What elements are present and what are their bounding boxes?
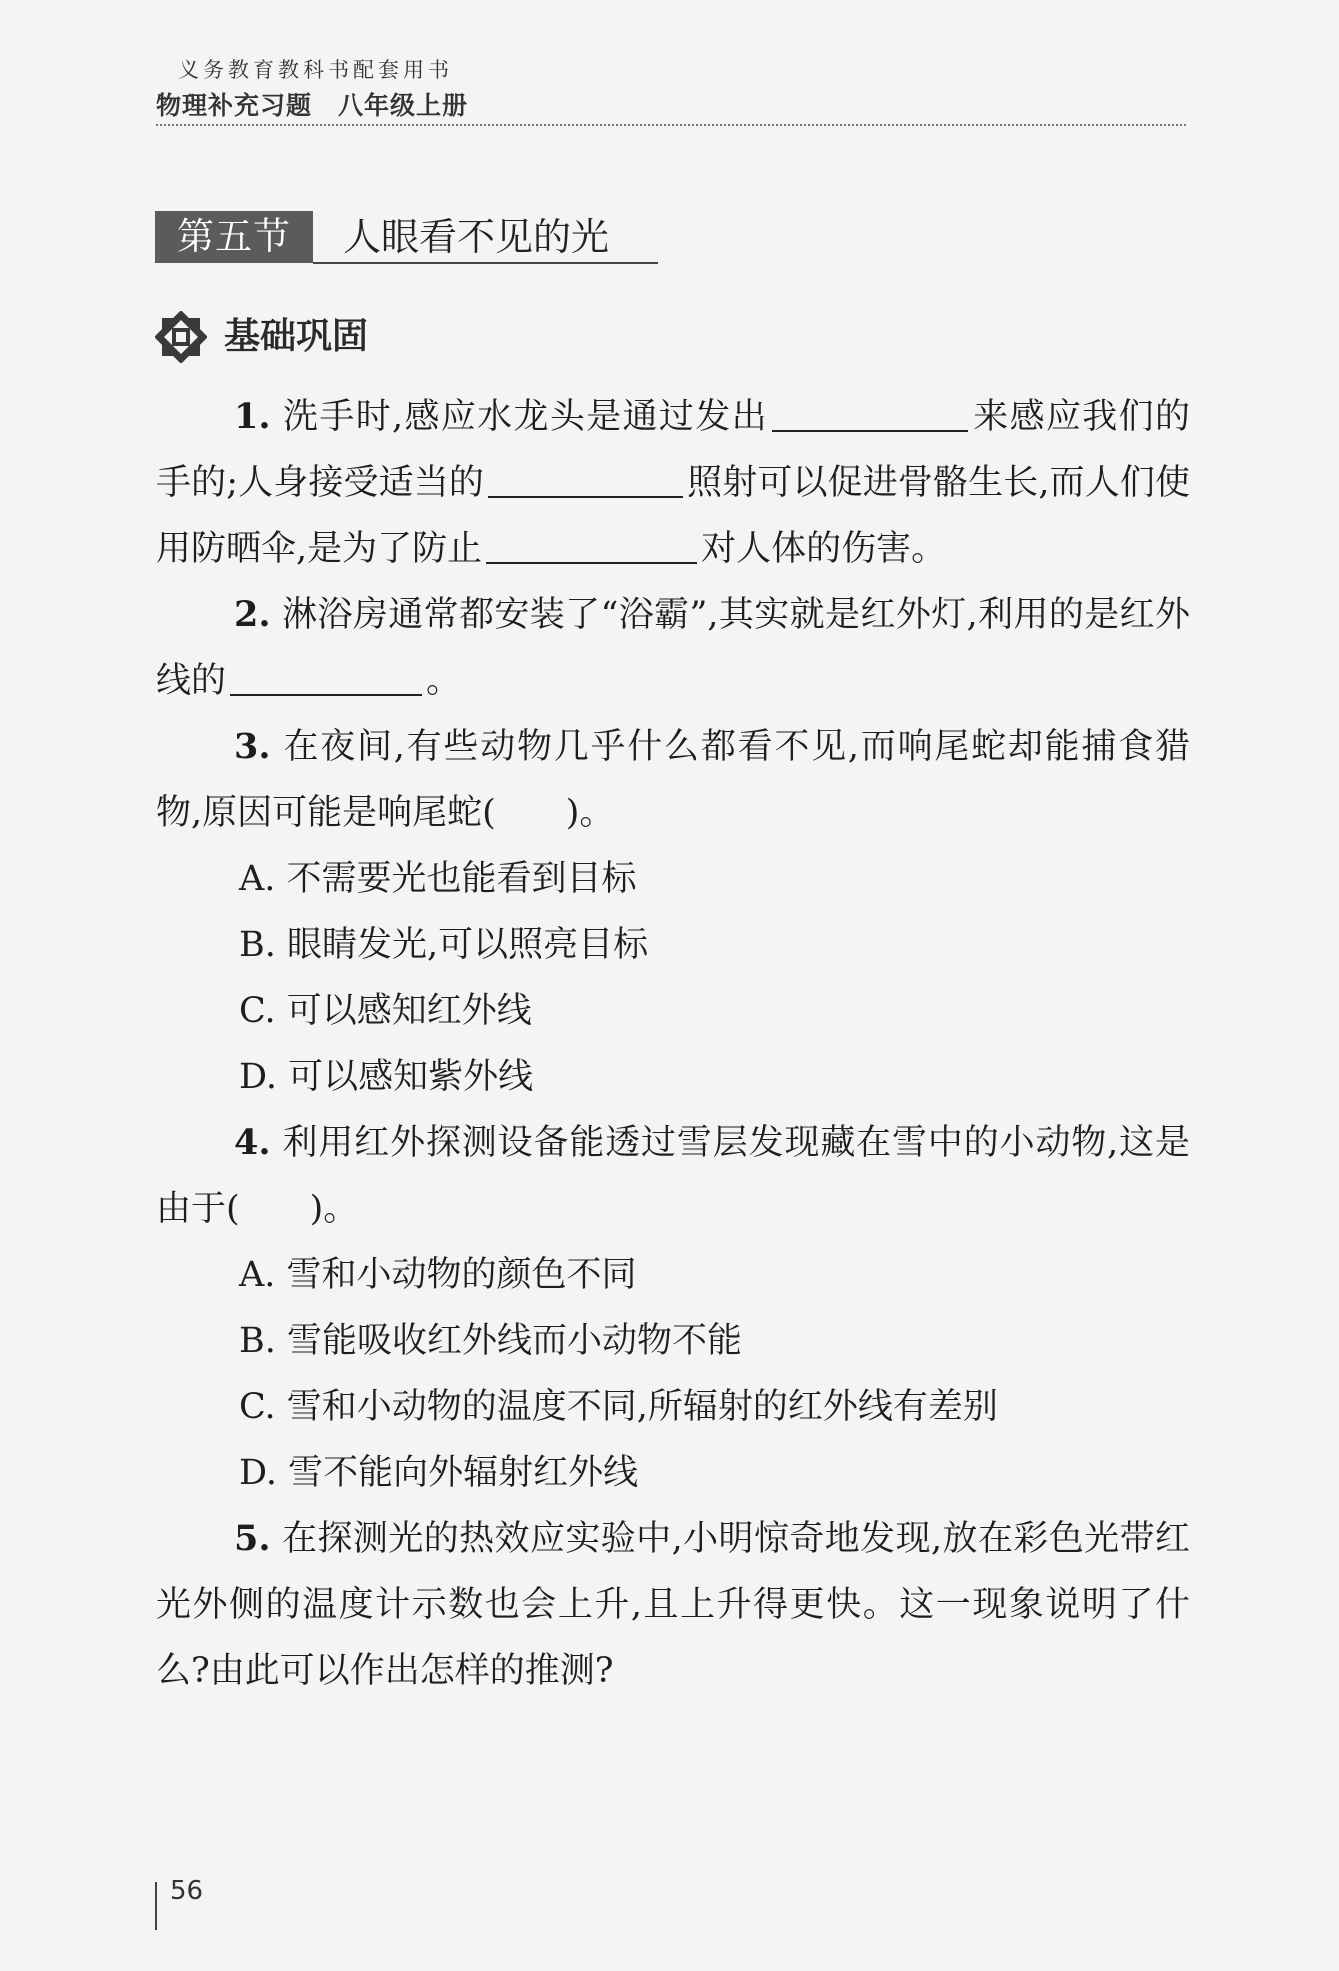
answer-blank[interactable] <box>230 654 422 696</box>
exercise-content <box>156 384 1190 1704</box>
question-text: 洗手时,感应水龙头是通过发出 <box>283 397 768 437</box>
question-text: 利用红外探测设备能透过雪层发现藏在雪中的小动物,这是由于( )。 <box>156 1123 1190 1229</box>
header-grade: 八年级上册 <box>338 91 469 120</box>
question-text: 来感应我们的手的;人身接受适当的 <box>156 397 1190 503</box>
option-item: A. 不需要光也能看到目标 <box>239 859 637 899</box>
option-item: D. 可以感知紫外线 <box>239 1057 534 1097</box>
question-number: 2. <box>234 594 271 635</box>
question-2 <box>156 582 1190 714</box>
section-underline <box>313 262 658 264</box>
section-title: 人眼看不见的光 <box>343 215 610 259</box>
header-divider <box>156 124 1186 126</box>
diamond-square-ornament-icon <box>155 311 207 363</box>
question-number: 5. <box>234 1518 271 1559</box>
question-4 <box>156 1110 1190 1242</box>
header-series: 义务教育教科书配套用书 <box>178 58 453 82</box>
answer-blank[interactable] <box>486 522 697 564</box>
question-number: 1. <box>234 396 271 437</box>
option-item: A. 雪和小动物的颜色不同 <box>239 1255 637 1295</box>
question-3 <box>156 714 1190 846</box>
option-item: D. 雪不能向外辐射红外线 <box>239 1453 639 1493</box>
question-text: 在探测光的热效应实验中,小明惊奇地发现,放在彩色光带红光外侧的温度计示数也会上升,且上升得更快。这一现象说明了什么?由此可以作出怎样的推测? <box>156 1519 1190 1691</box>
subsection-title: 基础巩固 <box>224 316 369 357</box>
option-item: C. 雪和小动物的温度不同,所辐射的红外线有差别 <box>239 1387 998 1427</box>
option-item: C. 可以感知红外线 <box>239 991 532 1031</box>
question-text: 在夜间,有些动物几乎什么都看不见,而响尾蛇却能捕食猎物,原因可能是响尾蛇( )。 <box>156 727 1190 833</box>
option-item: B. 雪能吸收红外线而小动物不能 <box>239 1321 742 1361</box>
header-title <box>156 86 468 122</box>
answer-blank[interactable] <box>772 390 968 432</box>
option-item: B. 眼睛发光,可以照亮目标 <box>239 925 649 965</box>
question-text: 淋浴房通常都安装了“浴霸”,其实就是红外灯,利用的是红外线的 <box>156 595 1190 701</box>
question-text: 。 <box>426 661 462 701</box>
section-badge: 第五节 <box>155 211 313 263</box>
question-text: 照射可以促进骨骼生长,而人们使用防晒伞,是为了防止 <box>156 463 1190 569</box>
question-number: 3. <box>234 726 271 767</box>
question-5 <box>156 1506 1190 1704</box>
question-1 <box>156 384 1190 582</box>
header-book-title: 物理补充习题 <box>156 91 313 120</box>
answer-blank[interactable] <box>488 456 683 498</box>
question-text: 对人体的伤害。 <box>701 529 947 569</box>
page-number-rule <box>155 1882 157 1930</box>
page-number: 56 <box>170 1876 204 1906</box>
question-number: 4. <box>234 1122 271 1163</box>
